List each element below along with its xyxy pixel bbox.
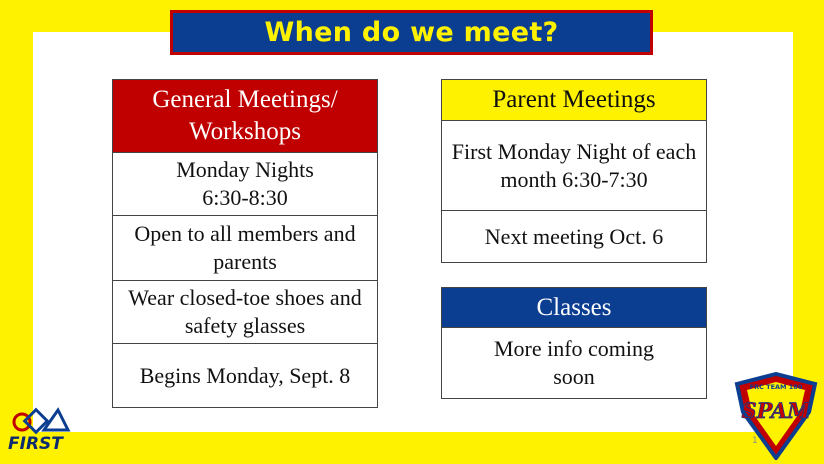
parent-row-2 xyxy=(442,211,706,262)
general-row-1-text: Monday Nights 6:30-8:30 xyxy=(176,157,314,210)
parent-meetings-table xyxy=(441,79,707,263)
spam-logo-team-text: FRC TEAM 180 xyxy=(749,383,803,391)
parent-meetings-header-text: Parent Meetings xyxy=(492,86,656,113)
page-title: When do we meet? xyxy=(264,17,559,48)
title-banner xyxy=(170,10,653,55)
general-row-2 xyxy=(113,216,377,281)
classes-header xyxy=(442,288,706,328)
spam-team-logo-icon xyxy=(733,372,819,460)
general-row-3 xyxy=(113,281,377,344)
first-logo-text: FIRST xyxy=(8,434,63,454)
parent-row-1-text: First Monday Night of each month 6:30-7:30 xyxy=(451,138,697,192)
general-row-4-text: Begins Monday, Sept. 8 xyxy=(139,362,351,388)
page-number: 1 xyxy=(752,436,758,446)
general-row-2-text: Open to all members and parents xyxy=(134,221,356,274)
general-row-1 xyxy=(113,153,377,216)
general-row-4 xyxy=(113,344,377,407)
general-meetings-table xyxy=(112,79,378,408)
general-meetings-header xyxy=(113,80,377,153)
classes-row-1 xyxy=(442,328,706,398)
spam-logo-main-text: SPAM xyxy=(741,398,811,423)
classes-row-1-text: More info coming soon xyxy=(493,336,655,389)
parent-row-1 xyxy=(442,121,706,211)
general-meetings-header-text: General Meetings/ Workshops xyxy=(152,86,338,145)
parent-row-2-text: Next meeting Oct. 6 xyxy=(484,223,664,249)
classes-table xyxy=(441,287,707,399)
classes-header-text: Classes xyxy=(536,293,612,321)
parent-meetings-header xyxy=(442,80,706,121)
general-row-3-text: Wear closed-toe shoes and safety glasses xyxy=(128,285,362,338)
